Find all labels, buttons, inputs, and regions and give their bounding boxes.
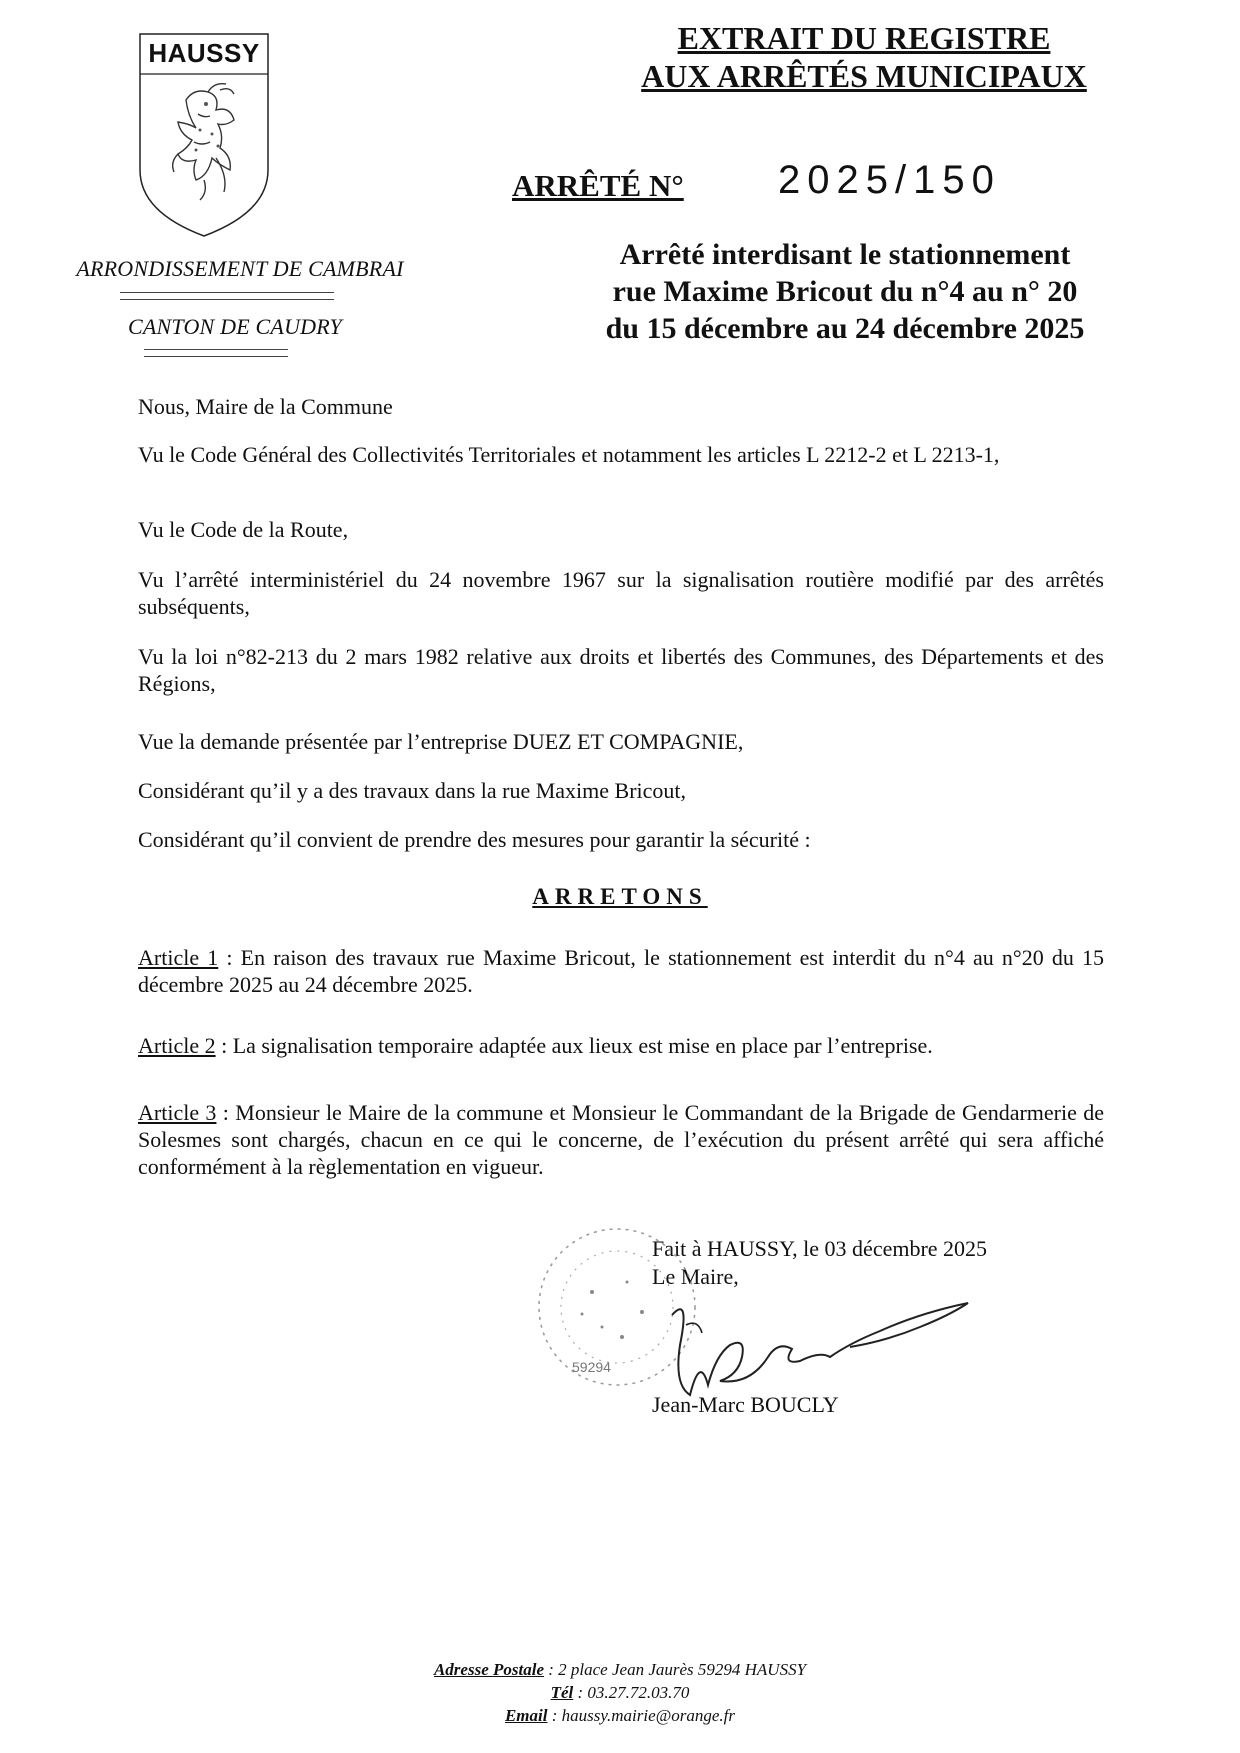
article-label: Article 1: [138, 945, 219, 970]
preamble-considerant-securite: Considérant qu’il convient de prendre des mesures pour garantir la sécurité :: [138, 827, 811, 852]
article-label: Article 3: [138, 1100, 217, 1125]
footer-phone: [0, 1683, 1240, 1703]
canton-label: CANTON DE CAUDRY: [128, 314, 342, 339]
register-title-line1: EXTRAIT DU REGISTRE: [677, 20, 1051, 56]
footer-address-value: : 2 place Jean Jaurès 59294 HAUSSY: [544, 1660, 807, 1679]
footer-phone-value: : 03.27.72.03.70: [573, 1683, 690, 1702]
article-text: : Monsieur le Maire de la commune et Monsieur le Commandant de la Brigade de Gendarmerie de Solesmes sont chargés, chacun en ce qui le concerne, de l’exécution du présent arrêté qui sera affiché conformément à la règlementation en vigueur.: [138, 1100, 1104, 1179]
preamble-considerant-travaux: Considérant qu’il y a des travaux dans la rue Maxime Bricout,: [138, 778, 687, 803]
footer-address-label: Adresse Postale: [433, 1660, 544, 1679]
preamble-vu-cgct: Vu le Code Général des Collectivités Territoriales et notamment les articles L 2212-2 et L 2213-1,: [138, 442, 1000, 467]
signatory-name: Jean-Marc BOUCLY: [652, 1392, 839, 1417]
subject-line3: du 15 décembre au 24 décembre 2025: [605, 312, 1085, 345]
article-2: [138, 1032, 1104, 1059]
divider: [144, 349, 288, 357]
arrondissement-label: ARRONDISSEMENT DE CAMBRAI: [76, 256, 404, 281]
article-3: [138, 1099, 1104, 1180]
place-and-date: Fait à HAUSSY, le 03 décembre 2025: [652, 1236, 988, 1261]
signatory-title: Le Maire,: [652, 1264, 739, 1289]
handwritten-signature: [650, 1285, 1000, 1405]
article-1: [138, 944, 1104, 998]
footer-email: [0, 1706, 1240, 1726]
footer-phone-label: Tél: [550, 1683, 574, 1702]
arrete-number: 2025/150: [778, 158, 1001, 202]
subject-line2: rue Maxime Bricout du n°4 au n° 20: [612, 275, 1078, 308]
preamble-vu-code-route: Vu le Code de la Route,: [138, 517, 349, 542]
subject-line1: Arrêté interdisant le stationnement: [619, 238, 1071, 271]
divider: [120, 292, 334, 300]
arrete-label: ARRÊTÉ N°: [512, 168, 684, 203]
footer-email-label: Email: [504, 1706, 548, 1725]
preamble-vu-arrete-1967: Vu l’arrêté interministériel du 24 novembre 1967 sur la signalisation routière modifié par des arrêtés subséquents,: [138, 567, 1104, 619]
arretons-heading: ARRETONS: [532, 884, 708, 909]
coat-of-arms-label: HAUSSY: [148, 38, 260, 68]
preamble-vue-demande: Vue la demande présentée par l’entreprise DUEZ ET COMPAGNIE,: [138, 729, 744, 754]
article-label: Article 2: [138, 1033, 216, 1058]
article-text: : En raison des travaux rue Maxime Bricout, le stationnement est interdit du n°4 au n°20 du 15 décembre 2025 au 24 décembre 2025.: [138, 945, 1104, 997]
stamp-code: 59294: [572, 1359, 611, 1375]
preamble-intro: Nous, Maire de la Commune: [138, 394, 393, 419]
preamble-vu-loi-1982: Vu la loi n°82-213 du 2 mars 1982 relative aux droits et libertés des Communes, des Départements et des Régions,: [138, 644, 1104, 696]
register-title-line2: AUX ARRÊTÉS MUNICIPAUX: [641, 58, 1087, 94]
article-text: : La signalisation temporaire adaptée aux lieux est mise en place par l’entreprise.: [215, 1033, 933, 1058]
coat-of-arms: [134, 30, 274, 240]
signature-icon: [650, 1285, 1000, 1405]
footer-address: [0, 1660, 1240, 1680]
footer-email-value: : haussy.mairie@orange.fr: [547, 1706, 736, 1725]
